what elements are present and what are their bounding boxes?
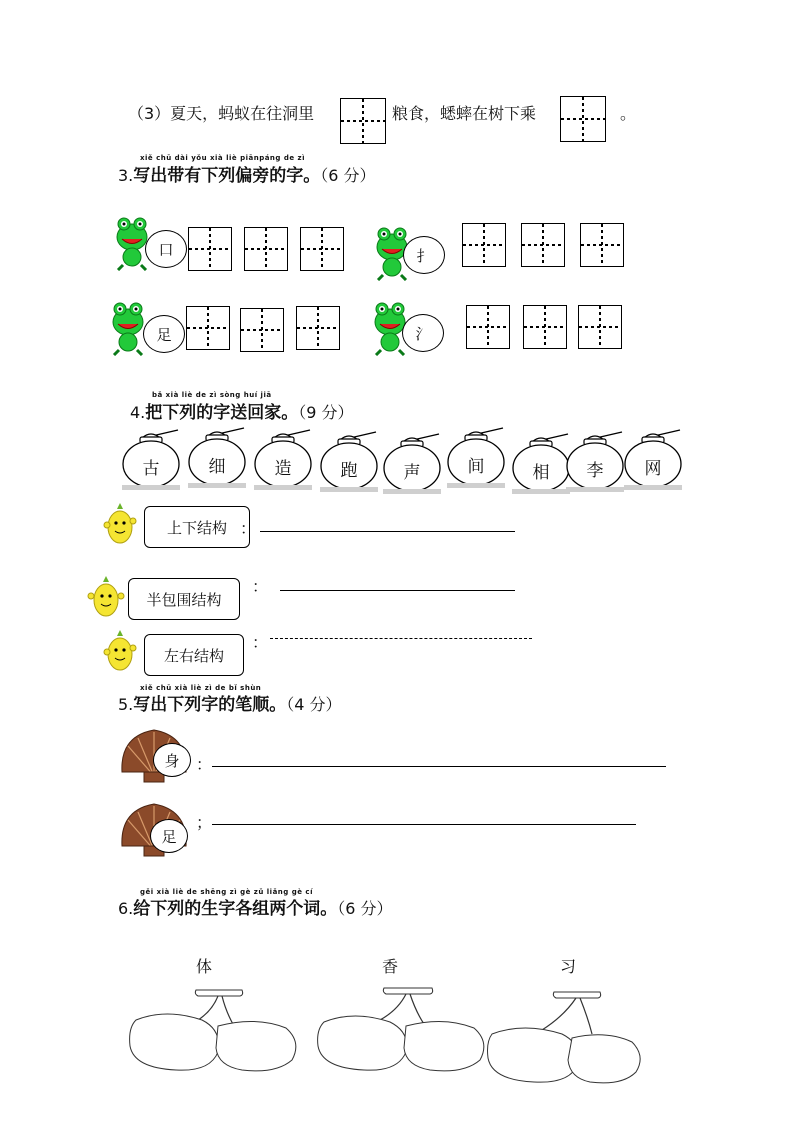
radical-1-box-3[interactable] (300, 227, 344, 271)
radical-bubble-1: 口 (145, 230, 187, 268)
category-colon-2: ： (252, 577, 269, 596)
jar-char[interactable]: 声 (403, 463, 421, 483)
cherry-char-2: 香 (382, 957, 399, 976)
stroke-char-bubble-2: 足 (150, 819, 188, 853)
q3-mid: 粮食，蟋蟀在树下乘 (392, 104, 537, 123)
q3-end: 。 (620, 104, 637, 123)
category-label-2: 半包围结构 (128, 578, 240, 620)
stroke-char-bubble-1: 身 (153, 743, 191, 777)
section3-heading: 3.写出带有下列偏旁的字。（6 分） (118, 166, 376, 186)
frog-icon (114, 215, 150, 271)
cherry-outline-icon[interactable] (126, 986, 316, 1076)
radical-2-box-1[interactable] (462, 223, 506, 267)
section5-pinyin: xiě chū xià liè zì de bǐ shùn (140, 684, 262, 692)
section5-heading: 5.写出下列字的笔顺。（4 分） (118, 695, 342, 715)
section3-pinyin: xiě chū dài yǒu xià liè piānpáng de zì (140, 154, 306, 162)
stroke-colon-1: ： (196, 755, 213, 774)
jar-char[interactable]: 相 (532, 463, 550, 483)
jar-7 (512, 432, 570, 498)
jar-char[interactable]: 细 (208, 457, 226, 477)
jar-1 (122, 428, 180, 494)
lemon-mascot-icon (86, 576, 126, 620)
radical-2-box-3[interactable] (580, 223, 624, 267)
lemon-mascot-icon (103, 503, 137, 547)
radical-bubble-2: 扌 (403, 236, 445, 274)
radical-3-box-1[interactable] (186, 306, 230, 350)
category-answer-line-2[interactable] (280, 590, 515, 591)
radical-1-box-2[interactable] (244, 227, 288, 271)
stroke-answer-line-2[interactable] (212, 824, 636, 825)
section6-pinyin: gěi xià liè de shēng zì gè zǔ liǎng gè cí (140, 888, 313, 896)
radical-4-box-2[interactable] (523, 305, 567, 349)
category-answer-line-3[interactable] (270, 638, 532, 639)
jar-char[interactable]: 古 (142, 459, 160, 479)
section4-heading: 4.把下列的字送回家。（9 分） (130, 403, 354, 423)
section4-pinyin: bǎ xià liè de zì sòng huí jiā (152, 391, 272, 399)
cherry-outline-icon[interactable] (484, 988, 648, 1088)
cherry-char-3: 习 (560, 957, 577, 976)
q3-answer-box-1[interactable] (340, 98, 386, 144)
jar-char[interactable]: 李 (586, 461, 604, 481)
jar-char[interactable]: 造 (274, 459, 292, 479)
stroke-answer-line-1[interactable] (212, 766, 666, 767)
jar-char[interactable]: 网 (644, 459, 662, 479)
jar-char[interactable]: 跑 (340, 461, 358, 481)
q3-answer-box-2[interactable] (560, 96, 606, 142)
jar-8 (566, 430, 624, 496)
category-colon-3: ： (252, 633, 269, 652)
jar-6 (447, 426, 505, 492)
jar-5 (383, 432, 441, 498)
radical-bubble-3: 足 (143, 315, 185, 353)
radical-3-box-2[interactable] (240, 308, 284, 352)
q3-prefix: （3）夏天，蚂蚁在往洞里 (128, 104, 315, 123)
category-label-1: 上下结构 (144, 506, 250, 548)
radical-4-box-1[interactable] (466, 305, 510, 349)
stroke-colon-2: ； (196, 813, 213, 832)
radical-2-box-2[interactable] (521, 223, 565, 267)
q3-line (128, 101, 314, 124)
radical-3-box-3[interactable] (296, 306, 340, 350)
radical-1-box-1[interactable] (188, 227, 232, 271)
category-answer-line-1[interactable] (260, 531, 515, 532)
cherry-outline-icon[interactable] (314, 984, 504, 1076)
cherry-char-1: 体 (196, 957, 213, 976)
frog-icon (110, 300, 146, 356)
jar-4 (320, 430, 378, 496)
category-label-3: 左右结构 (144, 634, 244, 676)
radical-4-box-3[interactable] (578, 305, 622, 349)
jar-2 (188, 426, 246, 492)
section6-heading: 6.给下列的生字各组两个词。（6 分） (118, 899, 393, 919)
jar-9 (624, 428, 682, 494)
jar-char[interactable]: 间 (467, 457, 485, 477)
category-colon-1: ： (240, 519, 257, 538)
radical-bubble-4: 氵 (402, 314, 444, 352)
jar-3 (254, 428, 312, 494)
lemon-mascot-icon (103, 630, 137, 674)
